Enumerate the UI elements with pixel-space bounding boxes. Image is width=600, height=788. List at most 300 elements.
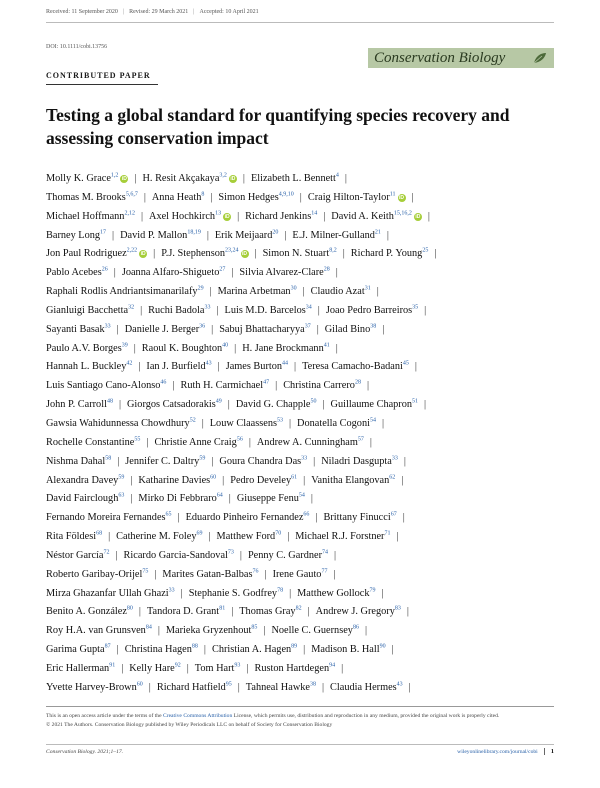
author-name: Richard Jenkins [245,210,312,222]
author[interactable] [138,493,222,504]
author-separator: | [222,474,225,486]
affiliation-number[interactable]: 83 [394,605,401,612]
affiliation-number[interactable]: 90 [379,643,386,650]
author-separator: | [210,191,213,203]
author-name: Louw Claassens [209,417,277,429]
author-separator: | [201,417,204,429]
author-name: Claudio Azat [310,286,365,298]
author-name: Luis Santiago Cano-Alonso [46,380,161,392]
author[interactable] [245,211,317,222]
affiliation-number[interactable]: 40 [222,342,229,349]
author-name: Tandora D. Grant [146,606,220,618]
author[interactable] [311,644,385,655]
author-name: Giorgos Catsadorakis [127,399,216,411]
affiliation-number[interactable]: 73 [227,549,234,556]
author[interactable] [219,324,311,335]
author[interactable] [331,211,422,222]
author[interactable] [186,512,310,523]
author-name: Garima Gupta [46,644,105,656]
affiliation-number[interactable]: 81 [219,605,226,612]
author-name: Niladri Dasgupta [321,455,392,467]
affiliation-number[interactable]: 38 [309,681,316,688]
author-name: Marina Arbetman [217,286,291,298]
author[interactable] [351,248,429,259]
affiliation-number[interactable]: 60 [136,681,143,688]
affiliation-number[interactable]: 42 [126,361,133,368]
orcid-icon[interactable]: iD [224,213,230,220]
author-line [46,641,561,660]
author-separator: | [234,342,237,354]
author[interactable] [273,569,328,580]
author[interactable] [46,550,109,561]
affiliation-number[interactable]: 68 [96,530,103,537]
author-separator: | [134,173,137,184]
author[interactable] [157,682,232,693]
affiliation-number[interactable]: 48 [106,398,113,405]
author-name: Fernando Moreira Fernandes [46,512,166,524]
author[interactable] [218,286,297,297]
author[interactable] [46,173,128,184]
affiliation-number[interactable]: 59 [118,474,125,481]
affiliation-number[interactable]: 34 [305,304,312,311]
footer-right [457,748,554,755]
author[interactable] [46,512,172,523]
author[interactable] [124,550,234,561]
author[interactable] [125,456,205,467]
author[interactable] [311,475,395,486]
author[interactable] [219,456,307,467]
affiliation-number[interactable]: 33 [301,455,308,462]
affiliation-number[interactable]: 51 [412,398,419,405]
author[interactable] [295,531,390,542]
leaf-icon [532,51,548,65]
affiliation-number[interactable]: 55 [134,436,141,443]
author[interactable] [46,437,140,448]
author[interactable] [147,606,225,617]
author[interactable] [311,286,371,297]
author-name: Giuseppe Fenu [236,493,299,505]
author[interactable] [138,475,216,486]
license-link[interactable]: Creative Commons Attribution [162,713,233,719]
affiliation-number[interactable]: 79 [369,587,376,594]
affiliation-number[interactable]: 77 [321,568,328,575]
author-name: Michael R.J. Forstner [295,531,385,543]
affiliation-number[interactable]: 33 [391,455,398,462]
author-separator: | [113,267,116,279]
affiliation-number[interactable]: 86 [352,624,359,631]
affiliation-number[interactable]: 46 [160,379,167,386]
affiliation-number[interactable]: 60 [210,474,217,481]
author-separator: | [209,286,212,298]
affiliation-number[interactable]: 35 [412,304,419,311]
affiliation-number[interactable]: 72 [103,549,110,556]
author[interactable] [46,682,143,693]
author-name: Goura Chandra Das [219,455,302,467]
author[interactable] [46,418,196,429]
author[interactable] [246,682,316,693]
author[interactable] [125,644,198,655]
journal-banner [368,48,554,68]
author[interactable] [326,305,418,316]
author[interactable] [122,267,226,278]
author[interactable] [161,248,248,259]
affiliation-number[interactable]: 30 [290,285,297,292]
author-separator: | [414,361,417,373]
author[interactable] [297,588,375,599]
affiliation-number[interactable]: 63 [118,492,125,499]
affiliation-number[interactable]: 37 [304,323,311,330]
author-separator: | [310,493,313,505]
affiliation-number[interactable]: 52 [189,417,196,424]
author[interactable] [251,173,339,184]
orcid-icon[interactable]: iD [140,251,146,258]
author-name: David Fairclough [46,493,119,505]
author[interactable] [46,380,166,391]
author[interactable] [292,230,380,241]
affiliation-number[interactable]: 4,9,10 [278,191,294,198]
author-line [46,189,561,208]
affiliation-number[interactable]: 23,24 [225,247,239,254]
affiliation-number[interactable]: 93 [234,662,241,669]
article-dates [46,9,259,15]
author[interactable] [166,625,258,636]
author-line [46,603,561,622]
author[interactable] [242,343,330,354]
author[interactable] [46,192,138,203]
author[interactable] [254,663,335,674]
affiliation-number[interactable]: 66 [303,511,310,518]
author[interactable] [129,663,180,674]
orcid-icon[interactable]: iD [242,251,248,258]
author[interactable] [46,230,106,241]
affiliation-number[interactable]: 33 [204,304,211,311]
author[interactable] [125,324,205,335]
date-separator: | [193,9,195,15]
author[interactable] [239,267,329,278]
affiliation-number[interactable]: 61 [291,474,298,481]
author[interactable] [46,399,113,410]
author-separator: | [411,191,414,203]
author-name: Eric Hallerman [46,662,110,674]
author-separator: | [303,644,306,656]
author[interactable] [116,531,202,542]
author[interactable] [189,588,283,599]
author[interactable] [46,248,147,259]
author-name: Luis M.D. Barcelos [224,304,306,316]
author-name: Alexandra Davey [46,474,119,486]
affiliation-number[interactable]: 94 [329,662,336,669]
footer-divider [46,744,554,745]
author-line [46,566,561,585]
author-name: Richard P. Young [350,248,423,260]
affiliation-number[interactable]: 43 [205,361,212,368]
author-line [46,227,561,246]
author[interactable] [46,286,204,297]
affiliation-number[interactable]: 76 [252,568,259,575]
affiliation-number[interactable]: 5,6,7 [125,191,138,198]
author-separator: | [303,474,306,486]
author-separator: | [117,455,120,467]
author-separator: | [386,229,389,241]
affiliation-number[interactable]: 57 [357,436,364,443]
author[interactable] [215,230,278,241]
author-separator: | [313,455,316,467]
affiliation-number[interactable]: 28 [354,379,361,386]
author[interactable] [230,475,297,486]
affiliation-number[interactable]: 87 [104,643,111,650]
affiliation-number[interactable]: 3,2 [219,172,227,179]
affiliation-number[interactable]: 38 [370,323,377,330]
author[interactable] [127,399,222,410]
affiliation-number[interactable]: 91 [109,662,116,669]
author-separator: | [115,549,118,561]
author-separator: | [391,644,394,656]
author[interactable] [46,324,111,335]
affiliation-number[interactable]: 27 [219,266,226,273]
author-name: Guillaume Chapron [330,399,413,411]
author-separator: | [382,323,385,335]
author-name: Matthew Gollock [297,587,370,599]
affiliation-number[interactable]: 45 [402,361,409,368]
orcid-icon[interactable]: iD [415,213,421,220]
affiliation-number[interactable]: 85 [251,624,258,631]
affiliation-number[interactable]: 36 [199,323,206,330]
author[interactable] [297,418,376,429]
affiliation-number[interactable]: 39 [121,342,128,349]
author[interactable] [239,606,301,617]
author[interactable] [225,305,312,316]
affiliation-number[interactable]: 41 [323,342,330,349]
affiliation-number[interactable]: 58 [105,455,112,462]
author[interactable] [210,418,283,429]
orcid-icon[interactable]: iD [121,176,127,182]
author-name: Raoul K. Boughton [141,342,223,354]
author[interactable] [154,437,242,448]
doi[interactable]: DOI: 10.1111/cobi.13756 [46,44,108,50]
affiliation-number[interactable]: 71 [384,530,391,537]
affiliation-number[interactable]: 67 [390,511,397,518]
revised-date: Revised: 29 March 2021 [129,9,189,15]
author[interactable] [46,267,108,278]
article-title: Testing a global standard for quantifying species recovery and assessing conservation impact [46,105,510,148]
author-separator: | [402,512,405,524]
author-separator: | [172,380,175,392]
author[interactable] [46,644,111,655]
author[interactable] [308,192,406,203]
affiliation-number[interactable]: 33 [104,323,111,330]
author[interactable] [46,531,102,542]
affiliation-number[interactable]: 26 [101,266,108,273]
orcid-icon[interactable]: iD [399,194,405,201]
affiliation-number[interactable]: 44 [282,361,289,368]
affiliation-number[interactable]: 1,2 [110,172,119,179]
affiliation-number[interactable]: 95 [225,681,232,688]
author-name: Joao Pedro Barreiros [325,304,413,316]
affiliation-number[interactable]: 31 [364,285,371,292]
author[interactable] [195,663,241,674]
author-separator: | [216,304,219,316]
author-name: Raphali Rodlis Andriantsimanarilafy [46,286,198,298]
affiliation-number[interactable]: 8,2 [329,247,337,254]
author[interactable] [217,531,282,542]
author-separator: | [381,587,384,599]
author[interactable] [142,173,236,184]
author[interactable] [46,663,115,674]
author-name: Irene Gauto [272,568,322,580]
author[interactable] [330,682,403,693]
author[interactable] [325,324,376,335]
author-name: Ricardo Garcia-Sandoval [123,549,228,561]
author[interactable] [237,493,305,504]
affiliation-number[interactable]: 47 [263,379,270,386]
affiliation-number[interactable]: 32 [128,304,135,311]
author-name: Pedro Develey [230,474,292,486]
affiliation-number[interactable]: 28 [323,266,330,273]
author[interactable] [226,361,288,372]
author[interactable] [120,230,201,241]
author-separator: | [334,549,337,561]
author[interactable] [302,361,409,372]
author[interactable] [46,569,148,580]
affiliation-number[interactable]: 21 [374,229,381,236]
author[interactable] [46,211,135,222]
author-name: Matthew Ford [216,531,276,543]
author-separator: | [289,587,292,599]
affiliation-number[interactable]: 2,12 [124,210,135,217]
author[interactable] [218,192,293,203]
affiliation-number[interactable]: 75 [142,568,149,575]
author[interactable] [263,248,337,259]
author[interactable] [46,361,132,372]
author-separator: | [264,568,267,580]
affiliation-number[interactable]: 82 [295,605,302,612]
journal-url[interactable]: wileyonlinelibrary.com/journal/cobi [457,748,538,755]
section-label: CONTRIBUTED PAPER [46,71,151,80]
author[interactable] [271,625,359,636]
author-separator: | [143,191,146,203]
author-name: Donatella Cogoni [297,417,370,429]
affiliation-number[interactable]: 25 [422,247,429,254]
affiliation-number[interactable]: 88 [191,643,198,650]
author[interactable] [180,380,269,391]
author-line [46,585,561,604]
affiliation-number[interactable]: 14 [311,210,318,217]
author[interactable] [46,475,124,486]
author-name: Gilad Bino [324,323,371,335]
author[interactable] [257,437,364,448]
author-line [46,434,561,453]
author[interactable] [146,361,211,372]
author-line [46,453,561,472]
author[interactable] [236,399,317,410]
open-access-text: This is an open access article under the terms of the [46,713,163,719]
author[interactable] [149,211,231,222]
author[interactable] [152,192,204,203]
author-name: Catherine M. Foley [116,531,197,543]
affiliation-number[interactable]: 84 [145,624,152,631]
affiliation-number[interactable]: 13 [215,210,222,217]
author-name: Thomas M. Brooks [46,191,126,203]
author-name: Marieka Gryzenhout [165,625,252,637]
author[interactable] [323,512,396,523]
affiliation-number[interactable]: 74 [322,549,329,556]
affiliation-number[interactable]: 15,16,2 [393,210,412,217]
affiliation-number[interactable]: 43 [396,681,403,688]
affiliation-number[interactable]: 54 [298,492,305,499]
affiliation-number[interactable]: 53 [276,417,283,424]
author-separator: | [335,342,338,354]
author-separator: | [138,361,141,373]
author[interactable] [46,493,124,504]
affiliation-number[interactable]: 54 [369,417,376,424]
affiliation-number[interactable]: 64 [216,492,223,499]
author-name: Christie Anne Craig [154,436,237,448]
affiliation-number[interactable]: 80 [126,605,133,612]
affiliation-number[interactable]: 49 [215,398,222,405]
author[interactable] [283,380,361,391]
author[interactable] [212,644,297,655]
affiliation-number[interactable]: 92 [174,662,181,669]
affiliation-number[interactable]: 17 [100,229,107,236]
author[interactable] [46,606,133,617]
author-line [46,622,561,641]
affiliation-number[interactable]: 65 [165,511,172,518]
author[interactable] [46,625,152,636]
author-list [46,170,561,698]
author[interactable] [148,305,210,316]
affiliation-number[interactable]: 50 [310,398,317,405]
affiliation-number[interactable]: 89 [291,643,298,650]
author-line [46,302,561,321]
affiliation-number[interactable]: 2,22 [126,247,138,254]
affiliation-number[interactable]: 8 [201,191,205,198]
affiliation-number[interactable]: 18,19 [187,229,201,236]
affiliation-number[interactable]: 59 [199,455,206,462]
author[interactable] [162,569,258,580]
author[interactable] [316,606,401,617]
author-separator: | [396,531,399,543]
author[interactable] [46,343,128,354]
author[interactable] [46,456,111,467]
affiliation-number[interactable]: 11 [389,191,396,198]
author-name: Jennifer C. Daltry [125,455,200,467]
author[interactable] [321,456,398,467]
affiliation-number[interactable]: 69 [196,530,203,537]
author[interactable] [46,588,175,599]
affiliation-number[interactable]: 56 [236,436,243,443]
author-separator: | [140,210,144,222]
author-separator: | [323,210,326,222]
affiliation-number[interactable]: 33 [168,587,175,594]
affiliation-number[interactable]: 20 [272,229,279,236]
affiliation-number[interactable]: 4 [335,172,339,179]
author[interactable] [46,305,134,316]
open-access-text-end: License, which permits use, distribution and reproduction in any medium, provided the original work is properly cited. [232,713,500,719]
affiliation-number[interactable]: 62 [389,474,396,481]
author[interactable] [331,399,419,410]
affiliation-number[interactable]: 70 [275,530,282,537]
author-separator: | [237,210,240,222]
author-name: Jon Paul Rodriguez [46,248,127,260]
orcid-icon[interactable]: iD [230,176,236,182]
affiliation-number[interactable]: 78 [277,587,284,594]
accepted-date: Accepted: 10 April 2021 [199,9,259,15]
author-name: Noelle C. Guernsey [271,625,353,637]
author[interactable] [142,343,228,354]
author[interactable] [248,550,328,561]
affiliation-number[interactable]: 29 [197,285,204,292]
author-name: Rita Földesi [46,531,97,543]
